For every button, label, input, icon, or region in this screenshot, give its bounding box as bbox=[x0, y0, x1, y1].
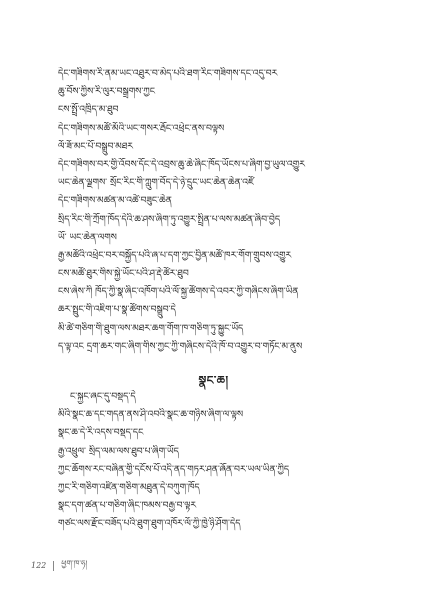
text-line: དེང་གཟིགས་མཚོ་མོའི་ཡང་གསར་རྦོང་འཕྲེང་ནས་བལྟས bbox=[58, 122, 225, 134]
poem-block-2 bbox=[58, 390, 388, 536]
text-line: སྣང་ཆ་དེ་རི་འདས་བསྡད་དང bbox=[58, 427, 144, 439]
text-line: སྲིད་རིང་གི་ཀྲོག་ཁོད་དེའི་ཆ་ཤས་ཞིག་ཏུ་འགྱུར་སྤྲིན་པ་ལས་མཚན་ཞིབ་བྱེད bbox=[58, 213, 281, 225]
text-line: ངས་སྤྲོ་འཁྲིད་མ་ཐུབ bbox=[58, 104, 119, 116]
text-line: གཙང་ལས་རྫོང་བཟོད་པའི་ཐུག་ཐུག་འཁོར་ལོ་ཀྱི་ཁྱེ་ཉི་ཤོག་དེད bbox=[58, 518, 241, 530]
running-title: ཕྱག་ཁ་ཧ། bbox=[61, 559, 88, 568]
text-line: རྒྱ་འཕྲུལ་ སྲིད་ལམ་ལས་ཐུབ་པ་ཞིག་ཡོད bbox=[58, 445, 179, 457]
text-line: དེང་གཟིགས་མཚན་མ་འཚེ་བཟུང་ཆེན bbox=[58, 195, 172, 207]
footer-divider bbox=[53, 561, 54, 571]
text-line: མིའི་སྣང་ཆ་དང་གདན་ནས་ཤི་འབའི་སྣང་ཆ་གཉིས་ཞིག་ལ་ལྟས bbox=[58, 409, 244, 421]
text-line: དེང་གཟིགས་བར་གྱི་འོབས་དོང་དེ་འབྲས་ཆུ་ཆེ་ཞིང་ཁོད་ཡོངས་པ་ཞིག་བྱ་ཡུལ་འགྱུར bbox=[58, 158, 305, 170]
text-line: ཀྱང་ཆོགས་རང་བཞིན་གྱི་དངོས་པོ་འདི་ནད་གཏར་ཤན་ཞོན་བར་ཡལ་ཡིན་ཀྱིད bbox=[58, 463, 290, 475]
text-line: ཀྱང་རི་གཅིག་འཛིན་གཅིག་མཐུན་དེ་བཀུག་ཁོད bbox=[58, 481, 200, 493]
text-line: ཆར་སྤྲུང་གི་འཇིག་པ་སྣ་ཚོགས་བསྒྲུབ་དེ bbox=[58, 304, 176, 316]
section-heading: སྣང་ཆ། bbox=[198, 373, 229, 387]
text-line: ལོ་ཟོ་མང་པོ་བསྒྲུབ་མཐར bbox=[58, 140, 133, 152]
text-line: ད་ལྟ་འང དྲག་ཆར་གང་ཞིག་གིས་ཀྱང་ཀྱི་གཞིངས་དེའི་ཁོ་བ་འགྱུར་བ་གཏོང་མ་ནུས bbox=[58, 340, 303, 352]
text-line: མི་ཚེ་གཅིག་གི་ཐུག་ལས་མཐར་ཆག་གོག་ཁ་གཅིག་ཏུ་སྐྱུང་ཡོད bbox=[58, 322, 244, 334]
text-line: ཡོ་ ཡང་ཆེན་ལགས bbox=[58, 231, 117, 243]
page-number: 122 bbox=[31, 561, 47, 570]
text-line: ངས་མཚོ་ཐུར་གིས་སྐྱེ་ཡོང་པའི་ཤ་རྡེ་ཚོར་ཐུབ bbox=[58, 268, 189, 280]
text-line: ཆུ་བོས་ཀྱིས་རི་ལུར་བསྒྲགས་ཀྱང bbox=[58, 86, 156, 98]
text-line: ང་སྐྱང་ཞང་དུ་བསྡད་དེ bbox=[70, 391, 136, 402]
text-line: རྒྱ་མཚོའི་འཕྲེང་བར་བསྐྱོད་པའི་ཞ་པ་དག་ཀྱང་བྱིན་མཚོ་ཁར་གོག་གྲུབས་འགྱུར bbox=[58, 249, 292, 261]
text-line: ཡང་ཆེན་ལྗགས་ སྲོང་རིང་གི་ཀླུག་བོད་དེ་ཉེ་དྲུང་ཡང་ཆེན་ཆེན་འཛོ bbox=[58, 177, 254, 189]
text-line: ངས་ཞེས་ཀི ཁོད་ཀྱི་སྣ་ཞིང་འཁོག་པའི་ལོ་སྐྱ་ཚོགས་དེ་འབར་ཀྱི་གཞིངས་ཞིག་ཡིན bbox=[58, 286, 299, 298]
text-line: སྣང་དག་ཚན་པ་གཅིག་ཞིང་ཁམས་བརྒྱ་བ་ལྟར bbox=[58, 500, 197, 512]
page-footer bbox=[31, 554, 87, 577]
text-line: དེང་གཟིགས་རི་ནམ་ཡང་འཐུར་བ་མེད་པའི་ཐག་རིང་གཟིགས་དང་འདུ་བར bbox=[58, 68, 278, 79]
poem-block-1 bbox=[58, 67, 388, 358]
